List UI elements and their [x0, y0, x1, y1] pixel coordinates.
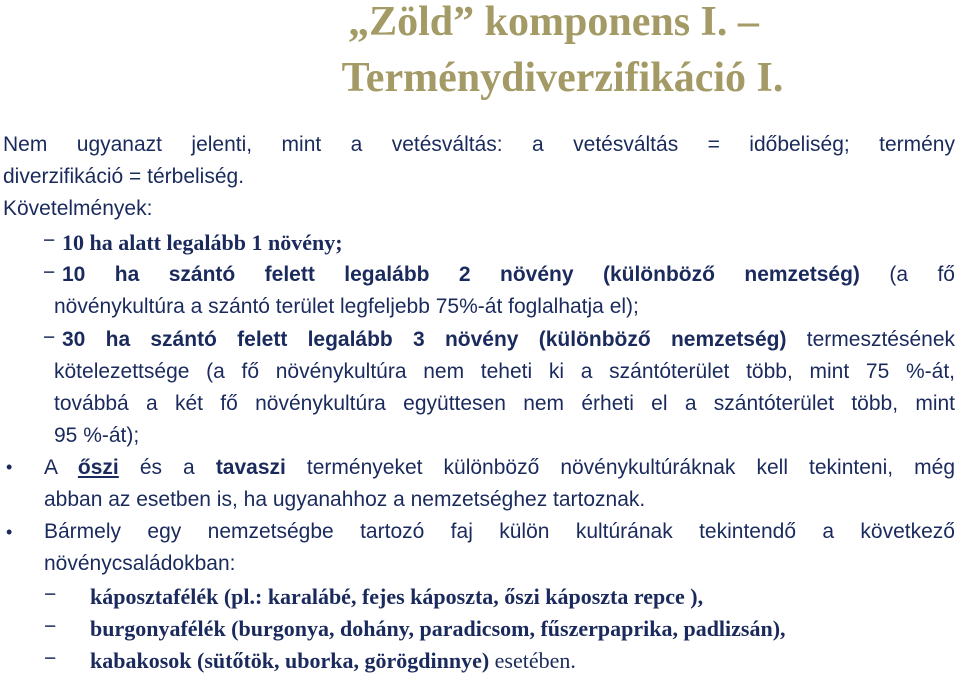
family-gourd-rest: esetében.	[494, 648, 576, 673]
requirement-3-line-2: kötelezettsége (a fő növénykultúra nem teheti ki a szántóterület több, mint 75 %-át,	[54, 360, 955, 383]
requirement-3-line-3: továbbá a két fő növénykultúra együttesen nem érheti el a szántóterület több, mint	[54, 392, 955, 415]
requirement-2	[62, 262, 955, 288]
dash-icon: −	[43, 326, 56, 349]
requirement-1-text: 10 ha alatt legalább 1 növény;	[62, 230, 343, 255]
family-nightshade	[90, 616, 786, 642]
family-gourd-text: kabakosok (sütőtök, uborka, görögdinnye)	[90, 648, 490, 673]
family-cabbage	[90, 584, 703, 610]
family-cabbage-text: káposztafélék (pl.: karalábé, fejes káposzta, őszi káposzta repce	[90, 584, 685, 609]
title-line-2: Terménydiverzifikáció I.	[341, 55, 784, 101]
dash-icon: −	[43, 229, 56, 252]
bullet-1-text-a: A	[44, 456, 57, 479]
bullet-1-line-1	[44, 455, 955, 481]
requirement-3	[62, 327, 955, 353]
requirement-2-rest: (a fő	[889, 263, 955, 286]
bullet-1-autumn: őszi	[77, 456, 119, 479]
requirement-1	[62, 230, 343, 256]
intro-line-1: Nem ugyanazt jelenti, mint a vetésváltás: a vetésváltás = időbeliség; termény	[3, 133, 955, 156]
bullet-1-line-2: abban az esetben is, ha ugyanahhoz a nemzetséghez tartoznak.	[44, 488, 646, 511]
requirements-label: Követelmények:	[3, 197, 153, 220]
bullet-2-line-2: növénycsaládokban:	[44, 552, 236, 575]
requirement-3-rest: termesztésének	[806, 328, 955, 351]
bullet-1-text-b: és a	[139, 456, 195, 479]
dash-icon: −	[44, 583, 57, 606]
bullet-2-line-1: Bármely egy nemzetségbe tartozó faj külön kultúrának tekintendő a következő	[44, 520, 955, 543]
requirement-3-bold: 30 ha szántó felett legalább 3 növény (különböző nemzetség)	[62, 328, 787, 351]
dash-icon: −	[44, 647, 57, 670]
bullet-icon: •	[6, 457, 13, 477]
family-gourd	[90, 648, 576, 674]
title-line-1: „Zöld” komponens I. –	[348, 0, 759, 45]
requirement-2-bold: 10 ha szántó felett legalább 2 növény (különböző nemzetség)	[62, 263, 860, 286]
family-cabbage-rest: ),	[690, 584, 704, 609]
intro-line-2: diverzifikáció = térbeliség.	[3, 165, 245, 188]
family-nightshade-text: burgonyafélék (burgonya, dohány, paradicsom, fűszerpaprika, padlizsán),	[90, 616, 786, 641]
dash-icon: −	[44, 615, 57, 638]
requirement-3-line-4: 95 %-át);	[54, 424, 140, 447]
dash-icon: −	[43, 261, 56, 284]
requirement-2-line-2: növénykultúra a szántó terület legfeljebb 75%-át foglalhatja el);	[54, 295, 639, 318]
bullet-1-text-c: terményeket különböző növénykultúráknak kell tekinteni, még	[306, 456, 955, 479]
bullet-1-spring: tavaszi	[215, 456, 286, 479]
bullet-icon: •	[6, 522, 13, 542]
